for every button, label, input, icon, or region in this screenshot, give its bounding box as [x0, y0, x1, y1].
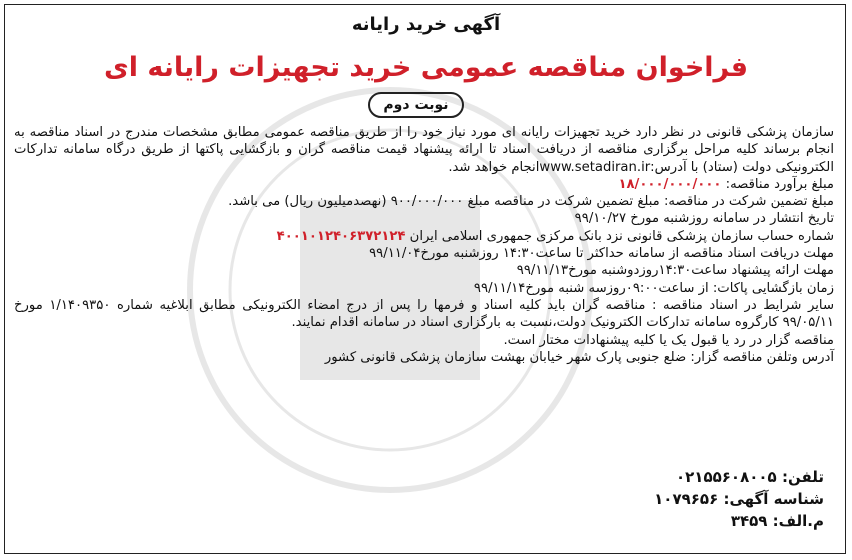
publish-date-line: تاریخ انتشار در سامانه روزشنبه مورخ ۹۹/۱۰/۲۷	[574, 211, 834, 227]
reject-right-line: مناقصه گزار در رد یا قبول یک یا کلیه پیشنهادات مختار است.	[503, 332, 834, 348]
notice-title: فراخوان مناقصه عمومی خرید تجهیزات رایانه ای	[103, 52, 749, 83]
conditions-paragraph: سایر شرایط در اسناد مناقصه : مناقصه گران باید کلیه اسناد و فرمها را پس از درج امضاء الکترونیکی مطابق ابلاغیه شماره ۱/۱۴۰۹۳۵۰ مورخ ۹۹/۰۵/۱۱ کارگروه سامانه تدارکات الکترونیک دولت،نسبت به بارگزاری اسناد در سامانه اقدام نمایند.	[14, 297, 834, 331]
phone-line: تلفن: ۰۲۱۵۵۶۰۸۰۰۵	[676, 468, 824, 486]
estimate-line	[14, 176, 834, 193]
round-badge: نوبت دوم	[368, 92, 464, 118]
contact-block	[0, 466, 830, 532]
notice-body	[14, 124, 834, 366]
bid-deadline-line: مهلت ارائه پیشنهاد ساعت۱۴:۳۰روزدوشنبه مورخ۹۹/۱۱/۱۳	[516, 263, 834, 279]
intro-paragraph: سازمان پزشکی قانونی در نظر دارد خرید تجهیزات رایانه ای مورد نیاز خود را از طریق مناقصه عمومی مطابق مشخصات مندرج در اسناد مناقصه به انجام برساند کلیه مراحل برگزاری مناقصه از دریافت اسناد تا ارائه پیشنهاد قیمت مناقصه گران و بازگشایی پاکتها از طریق درگاه سامانه تدارکات الکترونیکی دولت (ستاد) با آدرس:www.setadiran.irانجام خواهد شد.	[14, 125, 834, 175]
ad-id-line: شناسه آگهی: ۱۰۷۹۶۵۶	[654, 490, 824, 508]
doc-deadline-line: مهلت دریافت اسناد مناقصه از سامانه حداکثر تا ساعت۱۴:۳۰ روزشنبه مورخ۹۹/۱۱/۰۴	[369, 246, 834, 262]
account-label: شماره حساب سازمان پزشکی قانونی نزد بانک مرکزی جمهوری اسلامی ایران	[409, 228, 834, 244]
estimate-value: ۱۸/۰۰۰/۰۰۰/۰۰۰	[618, 176, 722, 192]
account-value: ۴۰۰۱۰۱۲۴۰۶۳۷۲۱۲۴	[276, 228, 406, 244]
estimate-label: مبلغ برآورد مناقصه:	[725, 176, 834, 192]
opening-line: زمان بازگشایی پاکات: از ساعت۰۹:۰۰روزسه شنبه مورخ۹۹/۱۱/۱۴	[473, 280, 834, 296]
notice-supertitle: آگهی خرید رایانه	[351, 14, 501, 35]
ref-line: م.الف: ۳۴۵۹	[730, 512, 824, 530]
guarantee-line: مبلغ تضمین شرکت در مناقصه: مبلغ تضمین شرکت در مناقصه مبلغ ۹۰۰/۰۰۰/۰۰۰ (نهصدمیلیون ریال) می باشد.	[228, 194, 834, 210]
account-line	[14, 228, 834, 245]
address-line: آدرس وتلفن مناقصه گزار: ضلع جنوبی پارک شهر خیابان بهشت سازمان پزشکی قانونی کشور	[324, 349, 834, 365]
